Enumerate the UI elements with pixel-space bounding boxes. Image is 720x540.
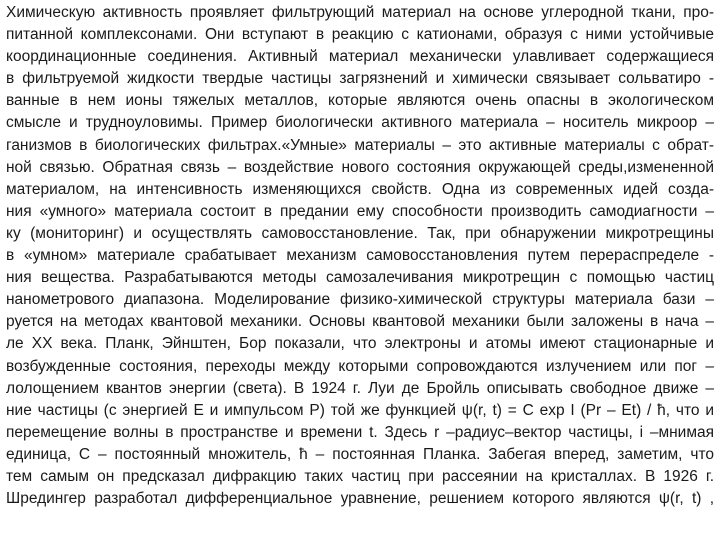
text-line-23: Шредингер разработал дифференциальное уравнение, решением которого являются ψ(r, t) ,	[6, 490, 714, 508]
text-line-7: ганизмов в биологических фильтрах.«Умные» материалы – это активные материалы с обрат-	[6, 136, 714, 154]
text-line-10: ния «умного» материала состоит в предании ему способности производить самодиагности –	[6, 202, 714, 220]
text-line-8: ной связью. Обратная связь – воздействие нового состояния окружающей среды,измененной	[6, 158, 714, 176]
text-line-2: питанной комплексонами. Они вступают в реакцию с катионами, образуя с ними устойчивые	[6, 26, 714, 44]
text-line-1: Химическую активность проявляет фильтрующий материал на основе углеродной ткани, про-	[6, 4, 714, 21]
text-line-3: координационные соединения. Активный материал механически улавливает содержащиеся	[6, 48, 714, 66]
text-line-15: руется на методах квантовой механики. Основы квантовой механики были заложены в нача –	[6, 313, 714, 331]
text-line-9: материалом, на интенсивность изменяющихся свойств. Одна из современных идей созда-	[6, 180, 714, 198]
text-line-13: ния вещества. Разрабатываются методы самозалечивания микротрещин с помощью частиц	[6, 269, 714, 287]
text-line-18: лолощением квантов энергии (света). В 1924 г. Луи де Бройль описывать свободное движе –	[6, 379, 714, 397]
text-line-20: перемещение волны в пространстве и времени t. Здесь r –радиус–вектор частицы, i –мнимая	[6, 423, 714, 441]
text-line-22: тем самым он предсказал дифракцию таких частиц при рассеянии на кристаллах. В 1926 г.	[6, 467, 714, 485]
body-paragraph	[6, 2, 714, 510]
text-line-17: возбужденные состояния, переходы между которыми сопровождаются излучением или пог –	[6, 357, 714, 375]
text-line-5: ванные в нем ионы тяжелых металлов, которые являются очень опасны в экологическом	[6, 92, 714, 110]
text-line-19: ние частицы (с энергией E и импульсом P) той же функцией ψ(r, t) = C exp I (Pr – Et) / ħ, что и	[6, 401, 714, 419]
text-line-12: в «умном» материале срабатывает механизм самовосстановления путем перераспределе -	[6, 247, 714, 265]
text-line-11: ку (мониторинг) и осуществлять самовосстановление. Так, при обнаружении микротрещины	[6, 224, 714, 242]
text-line-14: нанометрового диапазона. Моделирование физико-химической структуры материала бази –	[6, 291, 714, 309]
text-line-16: ле XX века. Планк, Эйнштен, Бор показали, что электроны и атомы имеют стационарные и	[6, 335, 714, 353]
text-line-6: смысле и трудноуловимы. Пример биологически активного материала – носитель микроор –	[6, 114, 714, 132]
text-line-21: единица, С – постоянный множитель, ħ – постоянная Планка. Забегая вперед, заметим, что	[6, 445, 714, 463]
text-line-4: в фильтруемой жидкости твердые частицы загрязнений и химически связывает сольватиро -	[6, 70, 714, 88]
